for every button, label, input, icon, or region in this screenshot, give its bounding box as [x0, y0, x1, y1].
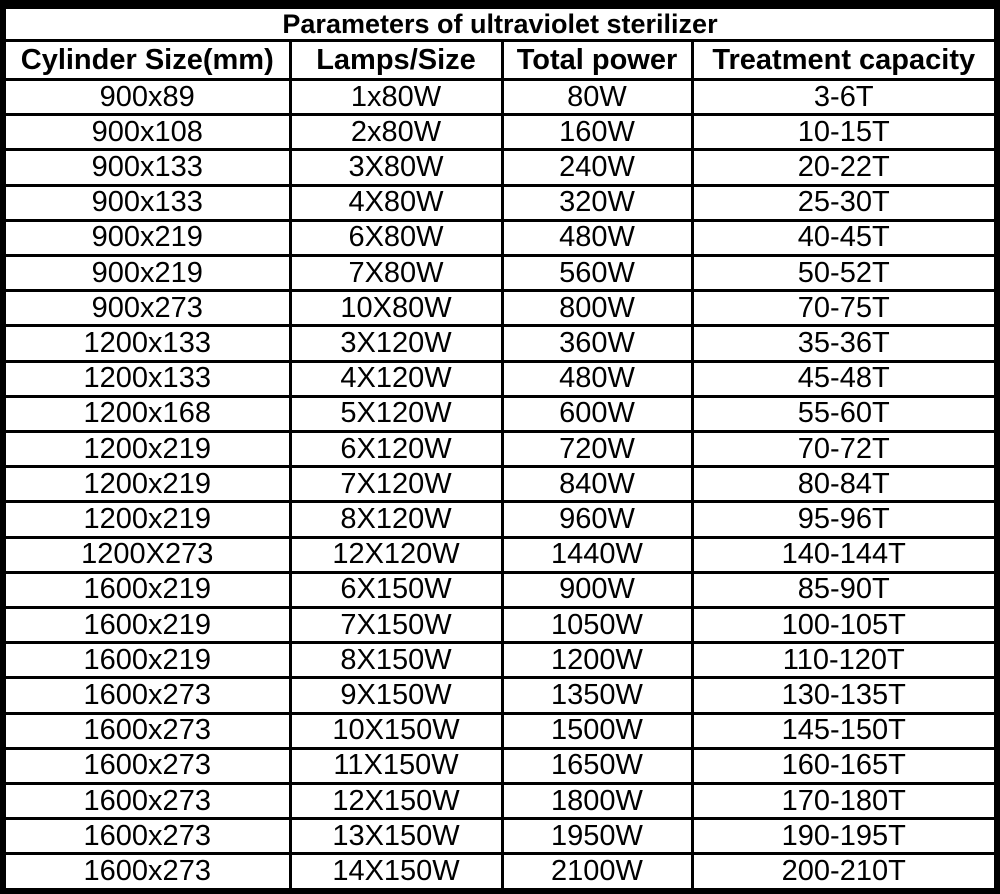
total-power-cell: 800W [502, 291, 692, 326]
table-row [6, 854, 994, 888]
table-row [6, 396, 994, 431]
cylinder-size-cell: 1600x273 [6, 819, 290, 854]
total-power-cell: 720W [502, 432, 692, 467]
table-row [6, 432, 994, 467]
table-title: Parameters of ultraviolet sterilizer [6, 8, 994, 41]
lamps-size-cell: 3X120W [290, 326, 502, 361]
total-power-cell: 840W [502, 467, 692, 502]
total-power-cell: 1500W [502, 713, 692, 748]
cylinder-size-cell: 1200x219 [6, 432, 290, 467]
total-power-cell: 1050W [502, 608, 692, 643]
cylinder-size-cell: 1600x219 [6, 643, 290, 678]
table-row [6, 291, 994, 326]
lamps-size-cell: 4X80W [290, 185, 502, 220]
total-power-cell: 1950W [502, 819, 692, 854]
table-row [6, 361, 994, 396]
total-power-cell: 1800W [502, 784, 692, 819]
table-row [6, 150, 994, 185]
lamps-size-cell: 6X150W [290, 572, 502, 607]
cylinder-size-cell: 900x108 [6, 115, 290, 150]
lamps-size-cell: 5X120W [290, 396, 502, 431]
total-power-cell: 360W [502, 326, 692, 361]
table-row [6, 467, 994, 502]
table-row [6, 326, 994, 361]
table-row [6, 537, 994, 572]
lamps-size-cell: 7X120W [290, 467, 502, 502]
lamps-size-cell: 6X120W [290, 432, 502, 467]
column-header-treatment-capacity: Treatment capacity [692, 41, 994, 80]
cylinder-size-cell: 1600x273 [6, 713, 290, 748]
cylinder-size-cell: 900x219 [6, 256, 290, 291]
total-power-cell: 1440W [502, 537, 692, 572]
treatment-capacity-cell: 130-135T [692, 678, 994, 713]
total-power-cell: 2100W [502, 854, 692, 888]
cylinder-size-cell: 1600x273 [6, 748, 290, 783]
column-header-lamps-size: Lamps/Size [290, 41, 502, 80]
column-header-cylinder-size: Cylinder Size(mm) [6, 41, 290, 80]
total-power-cell: 1350W [502, 678, 692, 713]
treatment-capacity-cell: 10-15T [692, 115, 994, 150]
treatment-capacity-cell: 200-210T [692, 854, 994, 888]
lamps-size-cell: 6X80W [290, 220, 502, 255]
cylinder-size-cell: 900x133 [6, 150, 290, 185]
treatment-capacity-cell: 110-120T [692, 643, 994, 678]
cylinder-size-cell: 1200X273 [6, 537, 290, 572]
total-power-cell: 480W [502, 220, 692, 255]
treatment-capacity-cell: 190-195T [692, 819, 994, 854]
cylinder-size-cell: 1200x219 [6, 502, 290, 537]
lamps-size-cell: 7X80W [290, 256, 502, 291]
cylinder-size-cell: 1200x168 [6, 396, 290, 431]
header-row [6, 41, 994, 80]
table-row [6, 80, 994, 115]
cylinder-size-cell: 1600x219 [6, 572, 290, 607]
treatment-capacity-cell: 25-30T [692, 185, 994, 220]
table-row [6, 502, 994, 537]
total-power-cell: 1200W [502, 643, 692, 678]
table-row [6, 713, 994, 748]
table-row [6, 608, 994, 643]
lamps-size-cell: 3X80W [290, 150, 502, 185]
lamps-size-cell: 7X150W [290, 608, 502, 643]
total-power-cell: 160W [502, 115, 692, 150]
treatment-capacity-cell: 95-96T [692, 502, 994, 537]
cylinder-size-cell: 1200x219 [6, 467, 290, 502]
cylinder-size-cell: 1600x219 [6, 608, 290, 643]
treatment-capacity-cell: 80-84T [692, 467, 994, 502]
lamps-size-cell: 8X150W [290, 643, 502, 678]
table-row [6, 819, 994, 854]
table-row [6, 115, 994, 150]
lamps-size-cell: 11X150W [290, 748, 502, 783]
table-row [6, 185, 994, 220]
treatment-capacity-cell: 160-165T [692, 748, 994, 783]
treatment-capacity-cell: 100-105T [692, 608, 994, 643]
total-power-cell: 560W [502, 256, 692, 291]
treatment-capacity-cell: 70-75T [692, 291, 994, 326]
column-header-total-power: Total power [502, 41, 692, 80]
lamps-size-cell: 12X120W [290, 537, 502, 572]
lamps-size-cell: 8X120W [290, 502, 502, 537]
cylinder-size-cell: 1600x273 [6, 784, 290, 819]
treatment-capacity-cell: 20-22T [692, 150, 994, 185]
cylinder-size-cell: 900x273 [6, 291, 290, 326]
treatment-capacity-cell: 40-45T [692, 220, 994, 255]
cylinder-size-cell: 900x89 [6, 80, 290, 115]
total-power-cell: 1650W [502, 748, 692, 783]
table-row [6, 220, 994, 255]
cylinder-size-cell: 1200x133 [6, 361, 290, 396]
cylinder-size-cell: 900x219 [6, 220, 290, 255]
lamps-size-cell: 1x80W [290, 80, 502, 115]
total-power-cell: 80W [502, 80, 692, 115]
table-row [6, 572, 994, 607]
total-power-cell: 480W [502, 361, 692, 396]
lamps-size-cell: 14X150W [290, 854, 502, 888]
cylinder-size-cell: 1600x273 [6, 854, 290, 888]
total-power-cell: 240W [502, 150, 692, 185]
treatment-capacity-cell: 85-90T [692, 572, 994, 607]
table-row [6, 678, 994, 713]
treatment-capacity-cell: 55-60T [692, 396, 994, 431]
treatment-capacity-cell: 3-6T [692, 80, 994, 115]
table-row [6, 256, 994, 291]
treatment-capacity-cell: 70-72T [692, 432, 994, 467]
total-power-cell: 960W [502, 502, 692, 537]
treatment-capacity-cell: 140-144T [692, 537, 994, 572]
total-power-cell: 900W [502, 572, 692, 607]
title-row [6, 8, 994, 41]
cylinder-size-cell: 1200x133 [6, 326, 290, 361]
table-row [6, 784, 994, 819]
parameters-table [6, 6, 994, 888]
total-power-cell: 320W [502, 185, 692, 220]
treatment-capacity-cell: 145-150T [692, 713, 994, 748]
total-power-cell: 600W [502, 396, 692, 431]
lamps-size-cell: 12X150W [290, 784, 502, 819]
treatment-capacity-cell: 35-36T [692, 326, 994, 361]
cylinder-size-cell: 900x133 [6, 185, 290, 220]
lamps-size-cell: 10X80W [290, 291, 502, 326]
table-body [6, 80, 994, 889]
treatment-capacity-cell: 45-48T [692, 361, 994, 396]
cylinder-size-cell: 1600x273 [6, 678, 290, 713]
lamps-size-cell: 13X150W [290, 819, 502, 854]
treatment-capacity-cell: 50-52T [692, 256, 994, 291]
lamps-size-cell: 9X150W [290, 678, 502, 713]
treatment-capacity-cell: 170-180T [692, 784, 994, 819]
table-row [6, 643, 994, 678]
lamps-size-cell: 10X150W [290, 713, 502, 748]
table-row [6, 748, 994, 783]
lamps-size-cell: 2x80W [290, 115, 502, 150]
lamps-size-cell: 4X120W [290, 361, 502, 396]
